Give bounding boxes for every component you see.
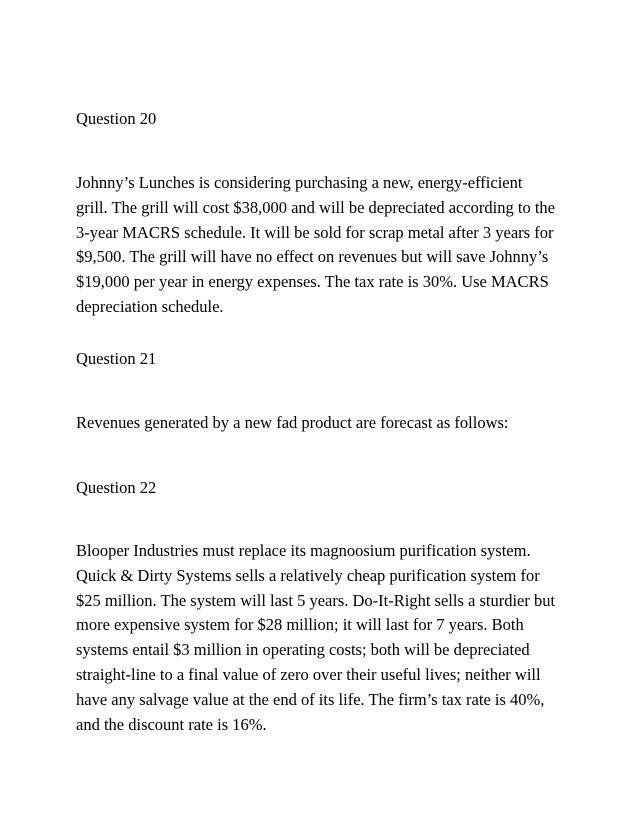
text-line: $25 million. The system will last 5 years. Do-It-Right sells a sturdier but (76, 590, 556, 610)
text-line: Quick & Dirty Systems sells a relatively cheap purification system for (76, 565, 540, 585)
question-title: Question 20 (76, 109, 157, 128)
question-title: Question 22 (76, 478, 157, 497)
question-20-heading (76, 107, 566, 132)
text-line: have any salvage value at the end of its life. The firm’s tax rate is 40%, (76, 689, 545, 709)
text-line: Johnny’s Lunches is considering purchasing a new, energy-efficient (76, 173, 523, 192)
question-21-text (76, 411, 566, 436)
question-22-heading (76, 476, 566, 501)
text-line: Revenues generated by a new fad product are forecast as follows: (76, 413, 509, 432)
text-line: grill. The grill will cost $38,000 and will be depreciated according to the (76, 197, 555, 217)
text-line: depreciation schedule. (76, 296, 224, 316)
question-22-text (76, 539, 566, 737)
question-title: Question 21 (76, 349, 157, 368)
question-21-heading (76, 347, 566, 372)
text-line: systems entail $3 million in operating costs; both will be depreciated (76, 640, 530, 660)
question-20-text (76, 171, 566, 320)
text-line: Blooper Industries must replace its magnoosium purification system. (76, 541, 531, 560)
text-line: and the discount rate is 16%. (76, 714, 267, 734)
text-line: 3-year MACRS schedule. It will be sold for scrap metal after 3 years for (76, 222, 554, 242)
text-line: $19,000 per year in energy expenses. The tax rate is 30%. Use MACRS (76, 272, 549, 292)
text-line: straight-line to a final value of zero over their useful lives; neither will (76, 664, 541, 684)
text-line: $9,500. The grill will have no effect on revenues but will save Johnny’s (76, 247, 549, 267)
text-line: more expensive system for $28 million; it will last for 7 years. Both (76, 615, 524, 635)
